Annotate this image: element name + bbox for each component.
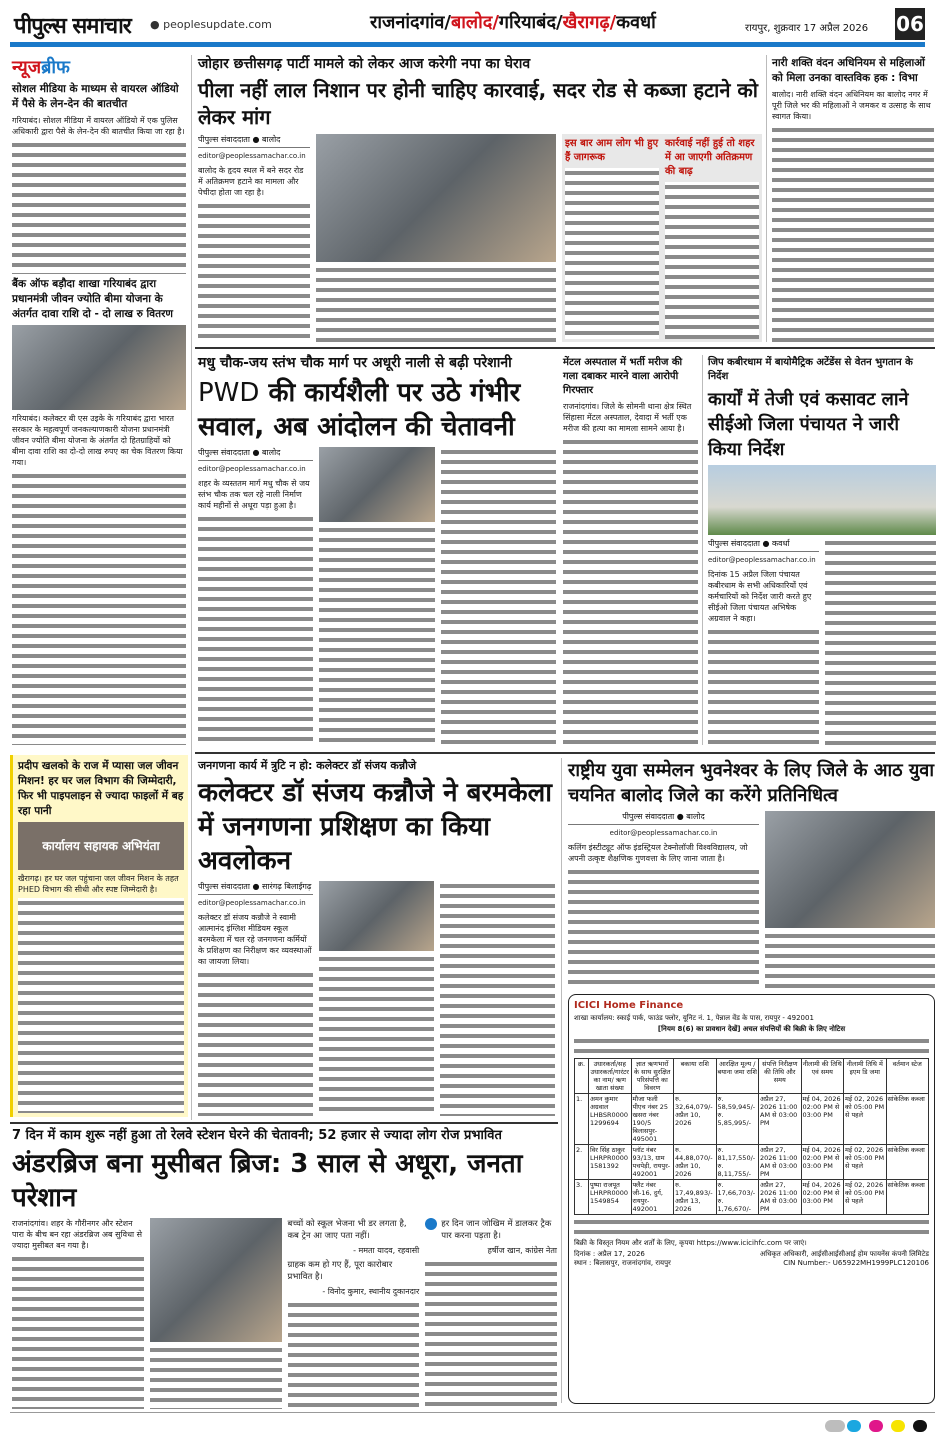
article-body	[288, 1300, 420, 1409]
article-body	[198, 514, 313, 746]
article-body	[12, 1254, 144, 1409]
story-headline	[198, 376, 556, 444]
table-header: संपत्ति निरीक्षण की तिथि और समय	[759, 1059, 802, 1094]
article-body	[765, 931, 935, 988]
divider	[10, 1122, 558, 1124]
divider	[195, 347, 935, 349]
story-headline: राष्ट्रीय युवा सम्मेलन भुवनेश्वर के लिए जिले के आठ युवा चयनित बालोद जिले का करेंगे प्रतिनिधित्व	[568, 760, 934, 806]
table-cell: रु. 32,64,079/- अप्रैल 10, 2026	[674, 1094, 717, 1145]
article-lead: कलेक्टर डॉ संजय कन्नौजे ने स्वामी आत्मानंद इंग्लिश मीडियम स्कूल बरमकेला में चल रहे जनगणना कर्मियों के प्रशिक्षण का निरीक्षण कर व्यवस्थाओं का जायजा लिया।	[198, 913, 312, 966]
table-cell: 2.	[575, 1145, 589, 1180]
quote: हर दिन जान जोखिम में डालकर ट्रैक पार करना पड़ता है।	[441, 1219, 552, 1241]
ad-body	[574, 1036, 929, 1056]
ad-brand: ICICI Home Finance	[574, 1000, 684, 1011]
footer-rule	[10, 1412, 935, 1413]
article-body	[441, 447, 556, 746]
story-underbridge	[12, 1127, 557, 1409]
table-cell: फ्लैट नंबर जी-16, दुर्ग, रायपुर- 492001	[631, 1180, 674, 1215]
article-body	[18, 898, 184, 1113]
cheque-photo	[12, 325, 186, 410]
table-cell: अमन कुमार अग्रवाल LHBSR00001299694	[589, 1094, 632, 1145]
article-lead: शहर के व्यस्ततम मार्ग मधु चौक से जय स्तंभ चौक तक चल रहे नाली निर्माण कार्य महीनों से अधूरा पड़ा हुआ है।	[198, 479, 310, 510]
url-text: peoplesupdate.com	[163, 18, 272, 31]
story-headline: मेंटल अस्पताल में भर्ती मरीज की गला दबाकर मारने वाला आरोपी गिरफ्तार	[563, 357, 683, 396]
ad-url[interactable]: बिक्री के विस्तृत नियम और शर्तों के लिए, कृपया https://www.icicihfc.com पर जाएं।	[574, 1239, 807, 1247]
bullet-icon	[425, 1218, 437, 1230]
ad-signatory: अधिकृत अधिकारी, आईसीआईसीआई होम फायनेंस कंपनी लिमिटेड	[759, 1250, 929, 1258]
email[interactable]: editor@peoplessamachar.co.in	[609, 829, 718, 837]
article-body	[12, 140, 186, 274]
table-cell: मई 02, 2026 को 05:00 PM से पहले	[844, 1094, 887, 1145]
ad-date: दिनांक : अप्रैल 17, 2026	[574, 1250, 645, 1258]
byline: पीपुल्स संवाददाता ● बालोद	[198, 134, 310, 148]
quote: ग्राहक कम हो गए हैं, पूरा कारोबार प्रभावित है।	[287, 1260, 393, 1282]
icici-auction-notice	[568, 994, 935, 1404]
registration-color-dot	[825, 1420, 845, 1432]
table-header: क्र.	[575, 1059, 589, 1094]
table-cell: प्लॉट नंबर 93/13, ग्राम पचपेड़ी, रायपुर- 492001	[631, 1145, 674, 1180]
brief-headline: प्रदीप खलको के राज में प्यासा जल जीवन मिशन! हर घर जल विभाग की जिम्मेदारी, फिर भी पाइपलाइन से ज्यादा फाइलों में बह रहा पानी	[18, 760, 184, 817]
article-body	[568, 867, 759, 988]
divider	[561, 758, 562, 1403]
table-cell: रु. 17,66,703/- रु. 1,76,670/-	[716, 1180, 759, 1215]
table-cell: पुष्पा राजपूत LHRPR00001549854	[589, 1180, 632, 1215]
city: कवर्धा	[616, 12, 656, 33]
byline: पीपुल्स संवाददाता ● बालोद	[568, 811, 759, 825]
article-lead: राजनांदगांव। जिले के सोमनी थाना क्षेत्र स्थित सिंहासा मेंटल अस्पताल, देवादा में भर्ती एक मरीज की हत्या का मामला सामने आया है।	[563, 402, 692, 433]
table-cell: मई 02, 2026 को 05:00 PM से पहले	[844, 1180, 887, 1215]
story-yuva	[568, 758, 935, 988]
brief-headline: बैंक ऑफ बड़ौदा शाखा गरियाबंद द्वारा प्रधानमंत्री जीवन ज्योति बीमा योजना के अंतर्गत दावा राशि दो - दो लाख रु वितरण	[12, 278, 173, 320]
divider	[195, 752, 935, 754]
article-lead: बालोद। नारी शक्ति वंदन अधिनियम का बालोद नगर में पूरी जिले भर की महिलाओं ने जमकर व उत्साह के साथ स्वागत किया।	[772, 90, 931, 121]
ad-terms	[574, 1217, 929, 1237]
table-cell: रु. 44,88,070/- अप्रैल 10, 2026	[674, 1145, 717, 1180]
table-cell: मई 02, 2026 को 05:00 PM से पहले	[844, 1145, 887, 1180]
article-body	[198, 201, 310, 342]
story-ceo	[708, 356, 936, 746]
table-cell: अप्रैल 27, 2026 11:00 AM से 03:00 PM	[759, 1180, 802, 1215]
table-cell: मई 04, 2026 02:00 PM से 03:00 PM	[801, 1145, 844, 1180]
table-cell: रु. 81,17,550/- रु. 8,11,755/-	[716, 1145, 759, 1180]
story-kicker: जोहार छत्तीसगढ़ पार्टी मामले को लेकर आज करेगी नपा का घेराव	[198, 56, 531, 72]
table-cell: अप्रैल 27, 2026 11:00 AM से 03:00 PM	[759, 1094, 802, 1145]
table-cell: मई 04, 2026 02:00 PM से 03:00 PM	[801, 1094, 844, 1145]
divider	[766, 55, 767, 342]
article-body	[708, 627, 819, 746]
article-body	[825, 538, 936, 746]
divider	[191, 55, 192, 1120]
story-headline: कलेक्टर डॉ संजय कन्नौजे ने बरमकेला में जनगणना प्रशिक्षण का किया अवलोकन	[198, 778, 552, 876]
city: खैरागढ़/	[562, 12, 617, 33]
divider	[702, 355, 703, 745]
article-lead: बालोद के हृदय स्थल में बने सदर रोड में अतिक्रमण हटाने का मामला और पेचीदा होता जा रहा है।	[198, 166, 304, 197]
city: गरियाबंद/	[498, 12, 563, 33]
article-body	[425, 1259, 557, 1409]
byline: पीपुल्स संवाददाता ● कवर्धा	[708, 538, 819, 552]
article-body	[563, 437, 698, 746]
article-body	[316, 265, 556, 343]
office-building-photo	[708, 465, 936, 535]
brief-text: खैरागढ़। हर घर जल पहुंचाना जल जीवन मिशन के तहत PHED विभाग की सीधी और स्पष्ट जिम्मेदारी है।	[18, 874, 179, 894]
registration-color-dot	[891, 1420, 905, 1432]
story-kicker: 7 दिन में काम शुरू नहीं हुआ तो रेलवे स्टेशन घेरने की चेतावनी; 52 हजार से ज्यादा लोग रोज प्रभावित	[12, 1128, 502, 1143]
auction-table	[574, 1058, 929, 1215]
email[interactable]: editor@peoplessamachar.co.in	[198, 152, 306, 160]
brief-text: गरियाबंद। कलेक्टर बी एस उइके के गरियाबंद द्वारा भारत सरकार के महत्वपूर्ण जनकल्याणकारी योजना प्रधानमंत्री जीवन ज्योति बीमा योजना के अंतर्गत दो हितग्राहियों को बीमा दावा राशि का दो-दो लाख रुपए का चेक वितरण किया गया।	[12, 414, 183, 467]
table-cell: मई 04, 2026 02:00 PM से 03:00 PM	[801, 1180, 844, 1215]
edition-cities	[370, 10, 656, 34]
ad-place: स्थान : बिलासपुर, राजनांदगांव, रायपुर	[574, 1259, 671, 1267]
city: राजनांदगांव/	[370, 12, 451, 33]
underbridge-photo	[150, 1218, 282, 1342]
article-body	[150, 1345, 282, 1409]
brief-headline: सोशल मीडिया के माध्यम से वायरल ऑडियो में पैसे के लेन-देन की बातचीत	[12, 83, 179, 110]
article-lead: दिनांक 15 अप्रैल जिला पंचायत कबीरधाम के सभी अधिकारियों एवं कर्मचारियों को निर्देश जारी करते हुए सीईओ जिला पंचायत अभिषेक अग्रवाल ने कहा।	[708, 570, 812, 623]
sadar-road-photo	[316, 134, 556, 262]
registration-color-dot	[869, 1420, 883, 1432]
website-url[interactable]: ● peoplesupdate.com	[150, 18, 272, 31]
table-header: वर्तमान स्टेज	[886, 1059, 929, 1094]
table-cell: मौजा फली पीएच नंबर 25 खसरा नंबर 190/5 बिलासपुर- 495001	[631, 1094, 674, 1145]
pwd-abbr: PWD	[198, 378, 260, 408]
article-body	[565, 168, 659, 339]
article-body	[198, 970, 313, 1116]
story-kicker: जिप कबीरधाम में बायोमैट्रिक अटेंडेंस से वेतन भुगतान के निर्देश	[708, 357, 913, 382]
article-body	[12, 471, 186, 745]
article-lead: राजनांदगांव। शहर के गौरीनगर और स्टेशन पारा के बीच बन रहा अंडरब्रिज अब सुविधा से ज्यादा मुसीबत बन गया है।	[12, 1219, 143, 1250]
issue-date: रायपुर, शुक्रवार 17 अप्रैल 2026	[745, 23, 869, 34]
article-body	[319, 954, 434, 1116]
story-headline: कार्यों में तेजी एवं कसावट लाने सीईओ जिला पंचायत ने जारी किया निर्देश	[708, 389, 909, 460]
masthead-logo: पीपुल्स समाचार	[14, 14, 131, 39]
table-row	[575, 1145, 929, 1180]
office-sign-photo: कार्यालय सहायक अभियंता	[18, 822, 184, 870]
news-brief-title	[12, 55, 186, 79]
brief-a: न्यूज	[12, 57, 42, 78]
table-cell: सांकेतिक कब्जा	[886, 1145, 929, 1180]
email[interactable]: editor@peoplessamachar.co.in	[198, 899, 306, 907]
table-header: ज्ञात ऋणभारों के साथ सुरक्षित परिसंपत्ति का विवरण	[631, 1059, 674, 1094]
story-census	[198, 758, 555, 1116]
training-photo	[319, 881, 434, 951]
table-cell: 1.	[575, 1094, 589, 1145]
email[interactable]: editor@peoplessamachar.co.in	[198, 465, 306, 473]
box-title: इस बार आम लोग भी हुए हैं जागरूक	[565, 138, 659, 163]
table-header: उधारकर्ता/सह उधारकर्ता/गारंटर का नाम/ ऋण खाता संख्या	[589, 1059, 632, 1094]
table-header: नीलामी की तिथि एवं समय	[801, 1059, 844, 1094]
ad-address: शाखा कार्यालय: स्काई पार्क, फाउंड फ्लोर, यूनिट नं. 1, पेन्नाल वेंड के पास, रायपुर - 492001	[574, 1014, 814, 1022]
sidebar-box	[562, 134, 762, 342]
article-body	[319, 525, 434, 746]
youth-group-photo	[765, 811, 935, 928]
table-header: नीलामी तिथि में इएम डि जमा	[844, 1059, 887, 1094]
table-cell: सांकेतिक कब्जा	[886, 1094, 929, 1145]
table-header: आरक्षित मूल्य / बयाना जमा राशि	[716, 1059, 759, 1094]
brief-b: ब्रीफ	[41, 57, 70, 78]
article-body	[772, 125, 934, 342]
article-body	[440, 881, 555, 1116]
article-lead: कलिंग इंस्टीट्यूट ऑफ इंडस्ट्रियल टेक्नोलॉजी विश्वविद्यालय, जो अपनी उत्कृष्ट शैक्षणिक गुणवत्ता के लिए जाना जाता है।	[568, 843, 748, 863]
pwd-title: की कार्यशैली पर उठे गंभीर सवाल, अब आंदोलन की चेतावनी	[198, 378, 521, 442]
table-cell: सांकेतिक कब्जा	[886, 1180, 929, 1215]
brief-text: गरियाबंद। सोशल मीडिया में वायरल ऑडियो में एक पुलिस अधिकारी द्वारा पैसे के लेन-देन की बातचीत किया जा रहा है।	[12, 116, 185, 136]
story-headline: अंडरब्रिज बना मुसीबत ब्रिज: 3 साल से अधूरा, जनता परेशान	[12, 1149, 523, 1213]
quote-author: - ममता यादव, रहवासी	[353, 1246, 420, 1255]
story-nari-shakti	[772, 56, 934, 342]
city: बालोद/	[450, 12, 499, 33]
table-cell: अप्रैल 27, 2026 11:00 AM से 03:00 PM	[759, 1145, 802, 1180]
jal-jeevan-box	[10, 755, 188, 1117]
header-rule	[10, 42, 925, 47]
ad-cin: CIN Number:- U65922MH1999PLC120106	[783, 1259, 929, 1267]
table-cell: 3.	[575, 1180, 589, 1215]
email[interactable]: editor@peoplessamachar.co.in	[708, 556, 816, 564]
table-row	[575, 1180, 929, 1215]
byline: पीपुल्स संवाददाता ● बालोद	[198, 447, 313, 461]
table-row	[575, 1094, 929, 1145]
quote-author: - विनोद कुमार, स्थानीय दुकानदार	[322, 1287, 420, 1296]
quote-author: हर्षीज खान, कांग्रेस नेता	[487, 1246, 557, 1255]
story-kicker: जनगणना कार्य में त्रुटि न हो: कलेक्टर डॉ संजय कन्नौजे	[198, 759, 417, 772]
table-header: बकाया राशि	[674, 1059, 717, 1094]
table-cell: विर सिंह ठाकुर LHRPR00001581392	[589, 1145, 632, 1180]
table-cell: रु. 58,59,945/- रु. 5,85,995/-	[716, 1094, 759, 1145]
story-kicker: मधु चौक-जय स्तंभ चौक मार्ग पर अधूरी नाली से बढ़ी परेशानी	[198, 355, 512, 371]
quote: बच्चों को स्कूल भेजना भी डर लगता है, कब ट्रेन आ जाए पता नहीं।	[287, 1219, 407, 1241]
article-body	[665, 182, 759, 339]
story-mental-hospital	[563, 356, 698, 746]
story-pwd	[198, 354, 556, 746]
left-column	[12, 55, 186, 745]
registration-color-dot	[913, 1420, 927, 1432]
story-headline: नारी शक्ति वंदन अधिनियम से महिलाओं को मिला उनका वास्तविक हक : विभा	[772, 57, 925, 84]
page-number: 06	[895, 8, 925, 40]
story-headline: पीला नहीं लाल निशान पर होनी चाहिए कारवाई, सदर रोड से कब्जा हटाने को लेकर मांग	[198, 78, 758, 129]
byline: पीपुल्स संवाददाता ● सारंगढ़ बिलाईगढ़	[198, 881, 313, 895]
table-cell: रु. 17,49,893/- अप्रैल 13, 2026	[674, 1180, 717, 1215]
registration-color-dot	[847, 1420, 861, 1432]
box-title: कार्रवाई नहीं हुई तो शहर में आ जाएगी अतिक्रमण की बाढ़	[665, 138, 755, 177]
drain-photo	[319, 447, 434, 522]
story-sadar-road	[198, 55, 762, 342]
ad-notice-title: [नियम 8(6) का प्रावधान देखें] अचल संपत्तियों की बिक्री के लिए नोटिस	[657, 1025, 846, 1033]
